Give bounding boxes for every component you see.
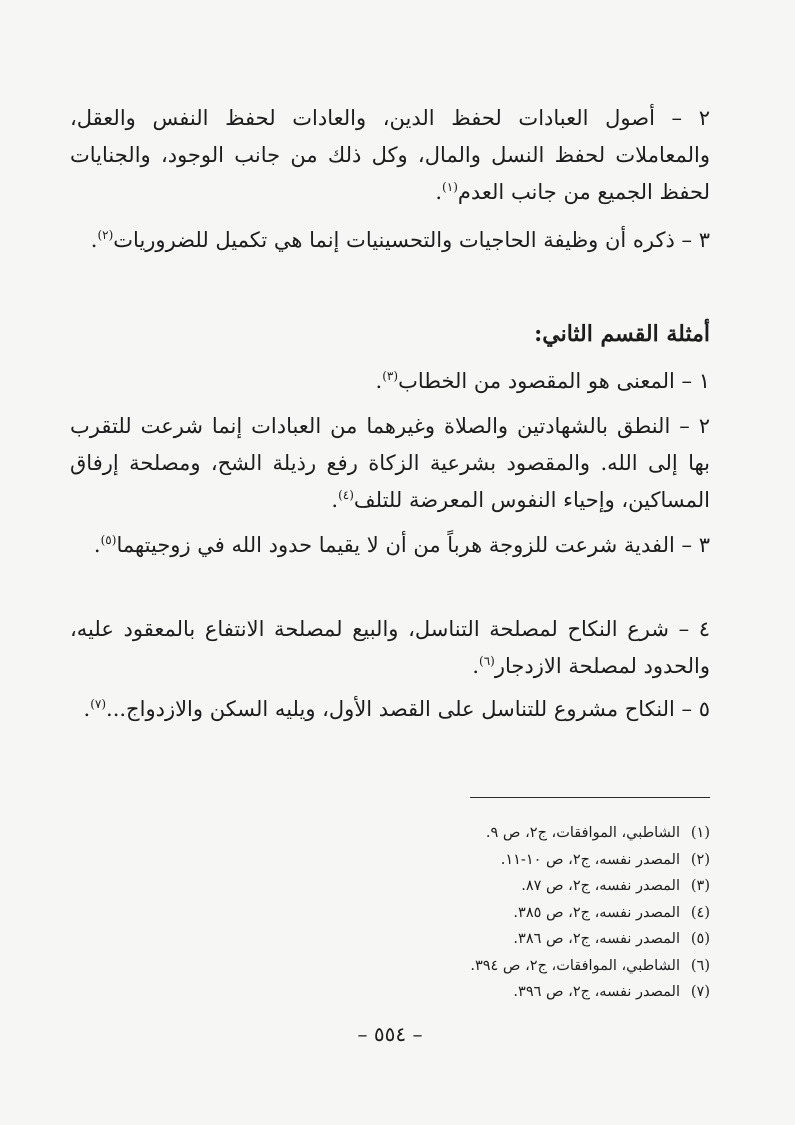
example-text: ٤ – شرع النكاح لمصلحة التناسل، والبيع لمصلحة الانتفاع بالمعقود عليه، والحدود لمصلحة الازدجار [70, 617, 710, 678]
footnote-number: (٥) [690, 931, 710, 947]
example-end: . [93, 533, 101, 557]
footnote-number: (٤) [690, 904, 710, 921]
book-page [70, 0, 710, 1125]
footnote-item [70, 900, 710, 927]
example-end: . [375, 369, 383, 393]
example-text: ٥ – النكاح مشروع للتناسل على القصد الأول، ويليه السكن والازدواج... [106, 697, 710, 721]
footnote-ref: (٣) [382, 369, 399, 383]
footnote-text: المصدر نفسه، ج٢، ص ٣٨٥. [513, 904, 680, 921]
footnote-text: المصدر نفسه، ج٢، ص ١٠-١١. [500, 851, 680, 868]
footnote-item [70, 847, 710, 874]
footnote-number: (٣) [690, 878, 710, 894]
page-number: – ٥٥٤ – [357, 1022, 423, 1046]
footnote-item [70, 873, 710, 900]
footnote-ref: (٦) [479, 654, 495, 668]
footnote-ref: (٤) [338, 488, 354, 502]
paragraph-end: . [90, 228, 98, 252]
footnote-ref: (١) [442, 180, 458, 194]
footnote-text: المصدر نفسه، ج٢، ص ٣٨٦. [513, 931, 680, 947]
example-5 [70, 691, 710, 728]
footnote-number: (٦) [690, 957, 710, 974]
footnote-number: (١) [690, 825, 710, 841]
footnote-divider [470, 797, 710, 798]
paragraph-2 [70, 100, 710, 211]
example-text: ٢ – النطق بالشهادتين والصلاة وغيرهما من العبادات إنما شرعت للتقرب بها إلى الله. والمقصود بشرعية الزكاة رفع رذيلة الشح، ومصلحة إرفاق المساكين، وإحياء النفوس المعرضة للتلف [70, 414, 710, 512]
example-1 [70, 363, 710, 400]
footnote-text: المصدر نفسه، ج٢، ص ٣٩٦. [513, 984, 680, 1000]
footnote-ref: (٢) [97, 228, 114, 242]
footnote-item [70, 979, 710, 1006]
footnote-text: الشاطبي، الموافقات، ج٢، ص ٣٩٤. [470, 957, 680, 974]
footnote-ref: (٥) [100, 533, 117, 547]
footnote-item [70, 820, 710, 847]
paragraph-end: . [435, 180, 443, 204]
footnote-item [70, 953, 710, 980]
example-text: ٣ – الفدية شرعت للزوجة هرباً من أن لا يقيما حدود الله في زوجيتهما [116, 533, 710, 557]
example-end: . [331, 488, 339, 512]
footnote-item [70, 926, 710, 953]
footnote-text: الشاطبي، الموافقات، ج٢، ص ٩. [485, 825, 680, 841]
footnote-number: (٢) [690, 851, 710, 868]
footnote-number: (٧) [690, 984, 710, 1000]
example-4 [70, 611, 710, 685]
footnote-ref: (٧) [90, 697, 107, 711]
example-text: ١ – المعنى هو المقصود من الخطاب [398, 369, 710, 393]
footnote-text: المصدر نفسه، ج٢، ص ٨٧. [521, 878, 680, 894]
paragraph-text: ٢ – أصول العبادات لحفظ الدين، والعادات لحفظ النفس والعقل، والمعاملات لحفظ النسل والمال، وكل ذلك من جانب الوجود، والجنايات لحفظ الجميع من جانب العدم [70, 106, 710, 204]
example-2 [70, 408, 710, 519]
example-end: . [83, 697, 91, 721]
paragraph-3 [70, 222, 710, 259]
footnotes-list [70, 820, 710, 1006]
section-heading: أمثلة القسم الثاني: [534, 321, 710, 347]
paragraph-text: ٣ – ذكره أن وظيفة الحاجيات والتحسينيات إنما هي تكميل للضروريات [113, 228, 710, 252]
example-end: . [472, 654, 480, 678]
example-3 [70, 527, 710, 564]
